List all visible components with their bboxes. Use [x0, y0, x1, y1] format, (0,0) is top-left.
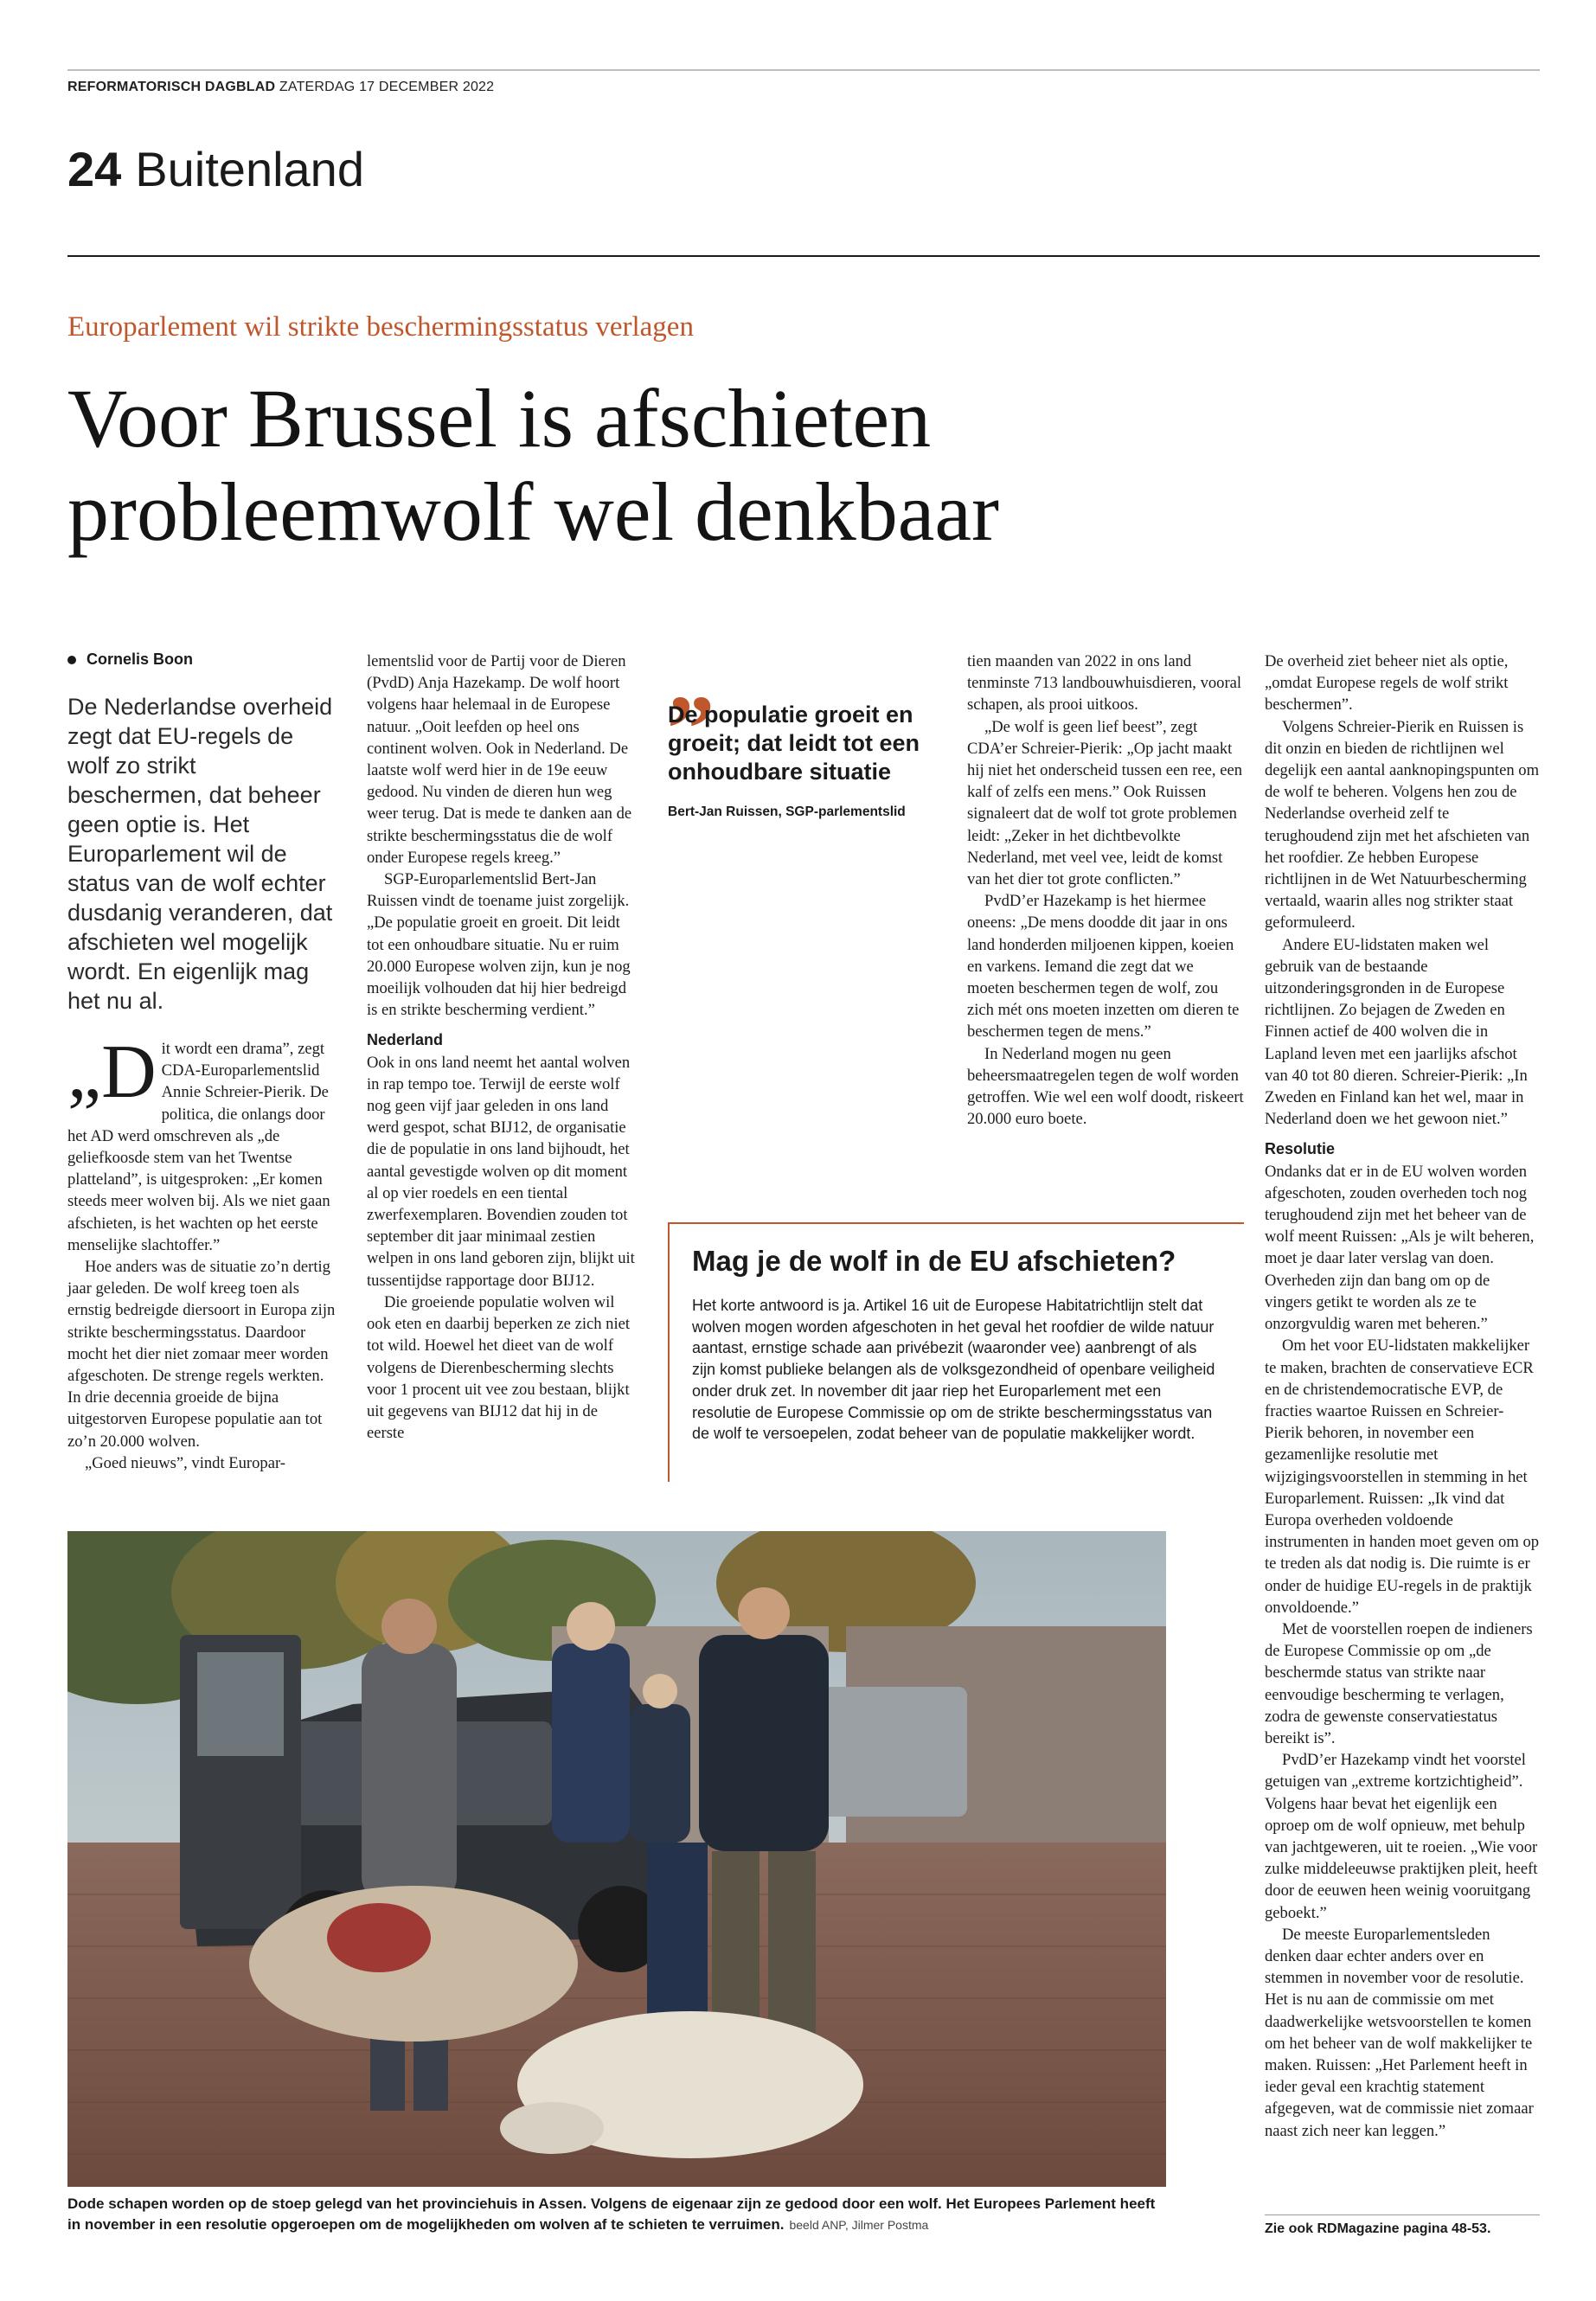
issue-date: ZATERDAG 17 DECEMBER 2022 — [279, 80, 495, 94]
column-paragraph: lementslid voor de Partij voor de Dieren (PvdD) Anja Hazekamp. De wolf hoort volgens haar helemaal in de Europese natuur. „Ooit leefden op heel ons continent wolven. Ook in Nederland. De laatste wolf werd hier in de 19e eeuw gedood. Nu vinden de dieren hun weg weer terug. Dat is mede te danken aan de strikte beschermingsstatus die de wolf onder Europese regels kreeg.” — [367, 652, 632, 867]
column-paragraph: Ondanks dat er in de EU wolven worden afgeschoten, zouden overheden toch nog terughoudend zijn met het beheer van de wolf meent Ruissen: „Als je wilt beheren, moet je daar later verslag van doen. Overheden zijn dan bang om op de vingers getikt te worden als ze te onzorgvuldig waren met beheren.” — [1265, 1162, 1535, 1334]
photo-credit: beeld ANP, Jilmer Postma — [789, 2218, 929, 2232]
column-3 — [967, 651, 1244, 1130]
column-paragraph: Volgens Schreier-Pierik en Ruissen is dit onzin en bieden de richtlijnen wel degelijk een aantal aanknopingspunten om de wolf te beheren. Volgens hen zou de Nederlandse overheid zelf te terughoudend zijn met het afschieten van het roofdier. Ze hebben Europese richtlijnen in de Wet Natuurbescherming vertaald, waarin alles nog strikter staat geformuleerd. — [1265, 717, 1540, 933]
section-header — [67, 142, 364, 196]
pullquote-text: De populatie groeit en groeit; dat leidt tot een onhoudbare situatie — [668, 702, 920, 785]
page-number: 24 — [67, 142, 122, 196]
section-name: Buitenland — [135, 142, 364, 196]
column-paragraph: tien maanden van 2022 in ons land tenminste 713 landbouwhuisdieren, vooral schapen, als prooi uitkoos. — [967, 652, 1242, 715]
photo-caption — [67, 2194, 1166, 2235]
column-paragraph: PvdD’er Hazekamp vindt het voorstel getuigen van „extreme kortzichtigheid”. Volgens haar bevat het eigenlijk een oproep om de wolf opnieuw, met behulp van jachtgeweren, uit te roeien. „Wie voor zulke middeleeuwse praktijken pleit, heeft door de eeuwen heen weinig vooruitgang geboekt.” — [1265, 1751, 1538, 1922]
column-paragraph: PvdD’er Hazekamp is het hiermee oneens: „De mens doodde dit jaar in ons land honderden miljoenen kippen, koeien en varkens. Iemand die zegt dat we moeten beschermen tegen de wolf, zou zich mét ons moeten inzetten om dieren te beschermen tegen de mens.” — [967, 892, 1240, 1042]
column-paragraph: De overheid ziet beheer niet als optie, „omdat Europese regels de wolf strikt beschermen”. — [1265, 652, 1509, 715]
column-paragraph: Andere EU-lidstaten maken wel gebruik van de bestaande uitzonderingsgronden in de Europese richtlijnen. Zo bejagen de Zweden en Finnen actief de 400 wolven die in Lapland leven met een jaarlijks afschot van 40 tot 80 dieren. Schreier-Pierik: „In Zweden en Finland kan het wel, maar in Nederland doen we het gewoon niet.” — [1265, 935, 1528, 1129]
headline: Voor Brussel is afschieten probleemwolf wel denkbaar — [67, 372, 999, 558]
see-also-rule — [1265, 2214, 1540, 2215]
column-paragraph: In Nederland mogen nu geen beheersmaatregelen tegen de wolf worden getroffen. Wie wel een wolf doodt, riskeert 20.000 euro boete. — [967, 1044, 1244, 1129]
see-also: Zie ook RDMagazine pagina 48-53. — [1265, 2221, 1491, 2236]
drop-cap-quote: „ — [67, 1030, 102, 1114]
column-paragraph: SGP-Europarlementslid Bert-Jan Ruissen vindt de toename juist zorgelijk. „De populatie groeit en groeit. Dit leidt tot een onhoudbare situatie. Nu er ruim 20.000 Europese wolven zijn, kun je nog moeilijk volhouden dat hij hier bedreigd is en strikte bescherming verdient.” — [367, 870, 631, 1020]
subhead-resolutie: Resolutie — [1265, 1140, 1336, 1158]
drop-cap — [67, 1030, 157, 1114]
column-paragraph: Om het voor EU-lidstaten makkelijker te maken, brachten de conservatieve ECR en de christendemocratische EVP, de fracties waartoe Ruissen en Schreier-Pierik behoren, in november een gezamenlijke resolutie met wijzigingsvoorstellen in stemming in het Europarlement. Ruissen: „Ik vind dat Europa overheden voldoende instrumenten in handen moet geven om op te treden als dat nodig is. Die ruimte is er onder de huidige EU-regels in de praktijk onvoldoende.” — [1265, 1336, 1540, 1617]
news-photo — [67, 1531, 1166, 2187]
infobox — [668, 1222, 1244, 1482]
quote-mark-icon: „ — [668, 626, 715, 732]
column-2 — [367, 651, 637, 1444]
drop-cap-letter: D — [101, 1030, 157, 1114]
column-paragraph: „Goed nieuws”, vindt Europar- — [85, 1453, 285, 1472]
column-paragraph: Die groeiende populatie wolven wil ook eten en daarbij beperken ze zich niet tot wild. Hoewel het dieet van de wolf volgens de Dierenbescherming slechts voor 1 procent uit vee zou bestaan, blijkt uit gegevens van BIJ12 dat hij in de eerste — [367, 1292, 631, 1443]
paper-name: REFORMATORISCH DAGBLAD — [67, 80, 276, 94]
column-paragraph: „De wolf is geen lief beest”, zegt CDA’er Schreier-Pierik: „Op jacht maakt hij niet het onderscheid tussen een ree, een kalf of zelfs een mens.” Ook Ruissen signaleert dat de wolf tot grote problemen leidt: „Zeker in het dichtbevolkte Nederland, met veel vee, leidt de komst van het dier tot grote conflicten.” — [967, 717, 1243, 889]
masthead — [67, 80, 494, 95]
bullet-icon — [67, 656, 76, 664]
column-paragraph: Hoe anders was de situatie zo’n dertig jaar geleden. De wolf kreeg toen als ernstig bedreigde diersoort in Europa zijn strikte beschermingsstatus. Daardoor mocht het dier niet zomaar meer worden afgeschoten. De strenge regels werkten. In drie decennia groeide de bijna uitgestorven Europese populatie aan tot zo’n 20.000 wolven. — [67, 1258, 336, 1451]
intro-paragraph: De Nederlandse overheid zegt dat EU-regels de wolf zo strikt beschermen, dat beheer geen optie is. Het Europarlement wil de status van de wolf echter dusdanig veranderen, dat afschieten wel mogelijk wordt. En eigenlijk mag het nu al. — [67, 694, 333, 1014]
column-1 — [67, 1030, 341, 1474]
infobox-title: Mag je de wolf in de EU afschieten? — [692, 1245, 1176, 1277]
column-paragraph: Met de voorstellen roepen de indieners de Europese Commissie op om „de beschermde status van strikte naar eenvoudige bescherming te verlagen, zodra de gewenste conservatiestatus bereikt is”. — [1265, 1619, 1533, 1747]
section-rule — [67, 255, 1540, 257]
column-paragraph — [67, 1030, 341, 1256]
pullquote-cite: Bert-Jan Ruissen, SGP-parlementslid — [668, 804, 906, 819]
kicker: Europarlement wil strikte beschermingsstatus verlagen — [67, 311, 694, 343]
column-4 — [1265, 651, 1540, 2142]
column-paragraph: De meeste Europarlementsleden denken daar echter anders over en stemmen in november voor de resolutie. Het is nu aan de commissie om met daadwerkelijke wetsvoorstellen te komen om het beheer van de wolf makkelijker te maken. Ruissen: „Het Parlement heeft in ieder geval een krachtig statement afgegeven, wat de commissie niet zomaar naast zich neer kan leggen.” — [1265, 1925, 1534, 2140]
paragraph-text: it wordt een drama”, zegt CDA-Europarlementslid Annie Schreier-Pierik. De politica, die onlangs door het AD werd omschreven als „de geliefkoosde stem van het Twentse platteland”, is uitgesproken: „Er komen steeds meer wolven bij. Als we niet gaan afschieten, is het wachten op het eerste menselijke slachtoffer.” — [67, 1040, 330, 1254]
column-paragraph: Ook in ons land neemt het aantal wolven in rap tempo toe. Terwijl de eerste wolf nog geen vijf jaar geleden in ons land werd gespot, schat BIJ12, de organisatie die de populatie in ons land bijhoudt, het aantal gevestigde wolven op dit moment al op vier roedels en een tiental zwerfexemplaren. Bovendien zouden tot september dit jaar minimaal zestien welpen in ons land geboren zijn, blijkt uit tussentijdse rapportage door BIJ12. — [367, 1053, 635, 1290]
subhead-nederland: Nederland — [367, 1031, 444, 1049]
caption-text: Dode schapen worden op de stoep gelegd van het provinciehuis in Assen. Volgens de eigenaar zijn ze gedood door een wolf. Het Europees Parlement heeft in november in een resolutie opgeroepen om de mogelijkheden om wolven af te schieten te verruimen. — [67, 2195, 1156, 2233]
byline — [67, 651, 193, 669]
masthead-rule — [67, 69, 1540, 71]
infobox-text: Het korte antwoord is ja. Artikel 16 uit de Europese Habitatrichtlijn stelt dat wolven mogen worden afgeschoten in het geval het roofdier de wilde natuur aantast, ernstige schade aan privébezit (waaronder vee) aanbrengt of als zijn komst publieke belangen als de volksgezondheid of openbare veiligheid onder druk zet. In november dit jaar riep het Europarlement met een resolutie de Europese Commissie op om de strikte beschermingsstatus van de wolf te versoepelen, zodat beheer van de populatie makkelijker wordt. — [692, 1297, 1215, 1443]
author-name: Cornelis Boon — [87, 651, 194, 668]
photo-illustration — [67, 1531, 1166, 2187]
